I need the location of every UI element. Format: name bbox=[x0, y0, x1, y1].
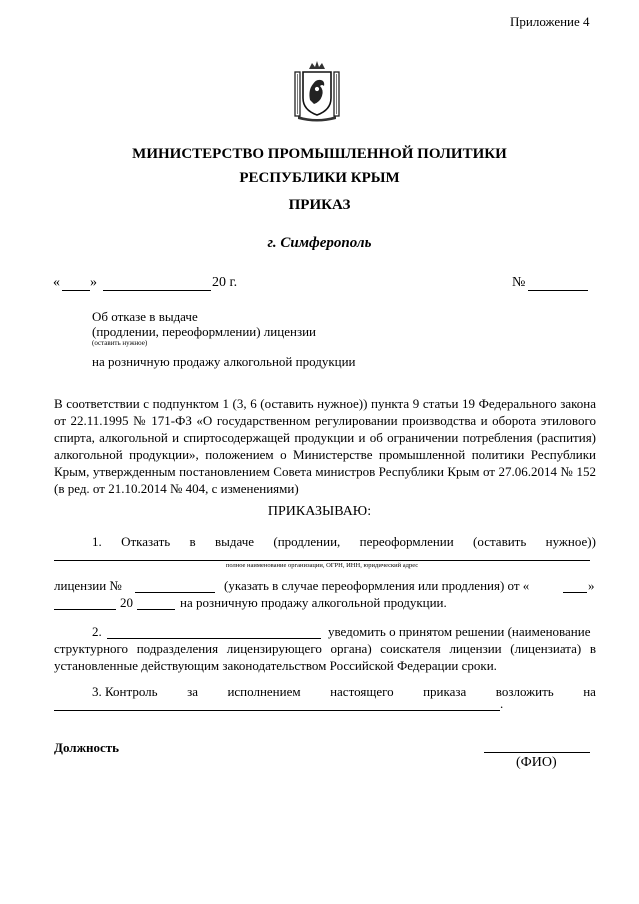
date-open-quote: « bbox=[53, 275, 60, 290]
subject-line2: (продлении, переоформлении) лицензии bbox=[92, 324, 316, 339]
item1-word: в bbox=[189, 534, 196, 549]
appendix-label: Приложение 4 bbox=[510, 14, 590, 29]
item1-word: 1. bbox=[92, 534, 102, 549]
preamble-line: (в ред. от 21.10.2014 № 404, с изменениями) bbox=[54, 481, 299, 496]
item1-word: Отказать bbox=[121, 534, 171, 549]
order-word: ПРИКАЗЫВАЮ: bbox=[267, 504, 372, 519]
item2-line3: установленные действующим законодательством Российской Федерации сроки. bbox=[54, 658, 497, 673]
subject-line1: Об отказе в выдаче bbox=[92, 309, 198, 324]
city: г. Симферополь bbox=[267, 235, 372, 251]
license-tail: на розничную продажу алкогольной продукции. bbox=[180, 595, 447, 610]
preamble-line: Крым, утвержденным постановлением Совета министров Республики Крым от 27.06.2014 № 152 bbox=[54, 464, 596, 479]
date-month-blank[interactable] bbox=[103, 290, 211, 291]
item3-end: . bbox=[500, 696, 504, 711]
item3-word: на bbox=[583, 684, 596, 699]
license-year: 20 bbox=[120, 595, 133, 610]
republic-title: РЕСПУБЛИКИ КРЫМ bbox=[239, 170, 400, 186]
number-label: № bbox=[512, 275, 526, 290]
date-day-blank[interactable] bbox=[62, 290, 90, 291]
license-note: (указать в случае переоформления или продления) от « bbox=[224, 578, 530, 593]
item1-word: (оставить bbox=[473, 534, 527, 549]
date-year: 20 г. bbox=[212, 275, 238, 290]
signatory-name: (ФИО) bbox=[516, 755, 557, 770]
item1-word: переоформлении bbox=[359, 534, 454, 549]
ministry-title: МИНИСТЕРСТВО ПРОМЫШЛЕННОЙ ПОЛИТИКИ bbox=[132, 146, 507, 162]
coat-of-arms-emblem bbox=[292, 60, 342, 122]
license-year-blank[interactable] bbox=[137, 609, 175, 610]
date-close-quote: » bbox=[90, 275, 97, 290]
number-blank[interactable] bbox=[528, 290, 588, 291]
item1-word: нужное)) bbox=[545, 534, 596, 549]
control-person-blank[interactable] bbox=[54, 710, 500, 711]
preamble-line: спирта, алкогольной и спиртосодержащей продукции и об ограничении потребления (распития) bbox=[54, 430, 596, 445]
preamble-line: от 22.11.1995 № 171-ФЗ «О государственном регулировании производства и оборота этилового bbox=[54, 413, 596, 428]
preamble-line: алкогольной продукции», положением о Министерстве промышленной политики Республики bbox=[54, 447, 596, 462]
item1-word: (продлении, bbox=[273, 534, 341, 549]
item2-line2: структурного подразделения лицензирующего органа) соискателя лицензии (лицензиата) в bbox=[54, 641, 596, 656]
item3-word: приказа bbox=[423, 684, 467, 699]
subject-hint: (оставить нужное) bbox=[92, 339, 148, 347]
license-label: лицензии № bbox=[54, 578, 122, 593]
item2-number: 2. bbox=[92, 624, 102, 639]
item1-line1 bbox=[92, 534, 596, 550]
item2-line1: уведомить о принятом решении (наименование bbox=[328, 624, 591, 639]
position-label: Должность bbox=[54, 740, 120, 755]
item3-word: настоящего bbox=[330, 684, 394, 699]
item3-word: 3. Контроль bbox=[92, 684, 158, 699]
item1-word: выдаче bbox=[215, 534, 255, 549]
subject-line3: на розничную продажу алкогольной продукции bbox=[92, 354, 356, 369]
item3-line1 bbox=[92, 684, 596, 700]
item3-word: исполнением bbox=[227, 684, 301, 699]
license-number-blank[interactable] bbox=[135, 592, 215, 593]
item3-word: возложить bbox=[495, 684, 554, 699]
preamble-line: В соответствии с подпунктом 1 (3, 6 (оставить нужное)) пункта 9 статьи 19 Федерального закона bbox=[54, 396, 596, 411]
organization-caption: полное наименование организации, ОГРН, ИНН, юридический адрес bbox=[225, 562, 419, 569]
license-close-quote: » bbox=[588, 578, 595, 593]
license-month-blank[interactable] bbox=[54, 609, 116, 610]
organization-blank[interactable] bbox=[54, 560, 590, 561]
license-day-blank[interactable] bbox=[563, 592, 587, 593]
document-type: ПРИКАЗ bbox=[288, 197, 351, 213]
responsible-blank[interactable] bbox=[107, 638, 321, 639]
signature-blank[interactable] bbox=[484, 752, 590, 753]
item3-word: за bbox=[187, 684, 198, 699]
